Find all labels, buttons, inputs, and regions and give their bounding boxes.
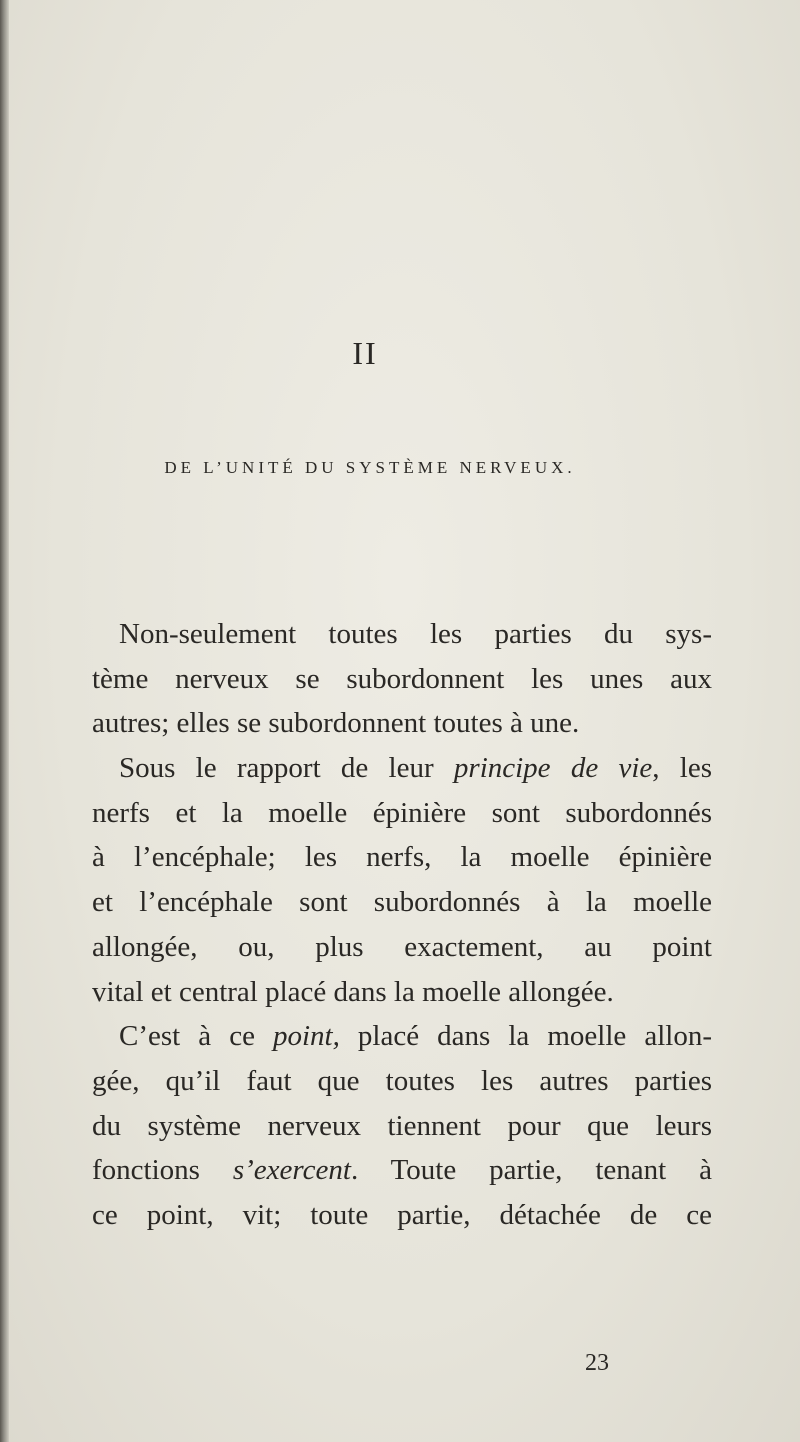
text-line: Non-seulement toutes les parties du sys- xyxy=(119,618,712,650)
italic-phrase: principe de vie xyxy=(453,752,653,785)
text-line: ce point, vit; toute partie, détachée de ce xyxy=(92,1198,712,1231)
text-line: à l’encéphale; les nerfs, la moelle épinière xyxy=(92,841,712,874)
text-line: fonctions s’exercent. Toute partie, tenant à xyxy=(92,1154,712,1187)
text-line: du système nerveux tiennent pour que leurs xyxy=(92,1109,712,1142)
body-text xyxy=(92,612,712,1238)
italic-phrase: s’exercent xyxy=(232,1154,351,1187)
chapter-title: DE L’UNITÉ DU SYSTÈME NERVEUX. xyxy=(164,458,576,477)
page-binding-edge xyxy=(0,0,9,1442)
text-line: Sous le rapport de leur principe de vie, les xyxy=(119,752,712,785)
text-line: autres; elles se subordonnent toutes à une. xyxy=(92,707,580,740)
text-line: gée, qu’il faut que toutes les autres parties xyxy=(92,1064,712,1097)
chapter-number: II xyxy=(352,335,378,371)
text-line: vital et central placé dans la moelle allongée. xyxy=(92,975,614,1008)
text-line: allongée, ou, plus exactement, au point xyxy=(92,930,712,963)
page-number: 23 xyxy=(585,1350,609,1376)
text-line: et l’encéphale sont subordonnés à la moelle xyxy=(92,886,712,919)
italic-phrase: point, xyxy=(273,1020,340,1053)
text-line: nerfs et la moelle épinière sont subordonnés xyxy=(92,796,712,829)
text-line: C’est à ce point, placé dans la moelle allon- xyxy=(119,1020,712,1053)
text-line: tème nerveux se subordonnent les unes aux xyxy=(92,662,712,695)
